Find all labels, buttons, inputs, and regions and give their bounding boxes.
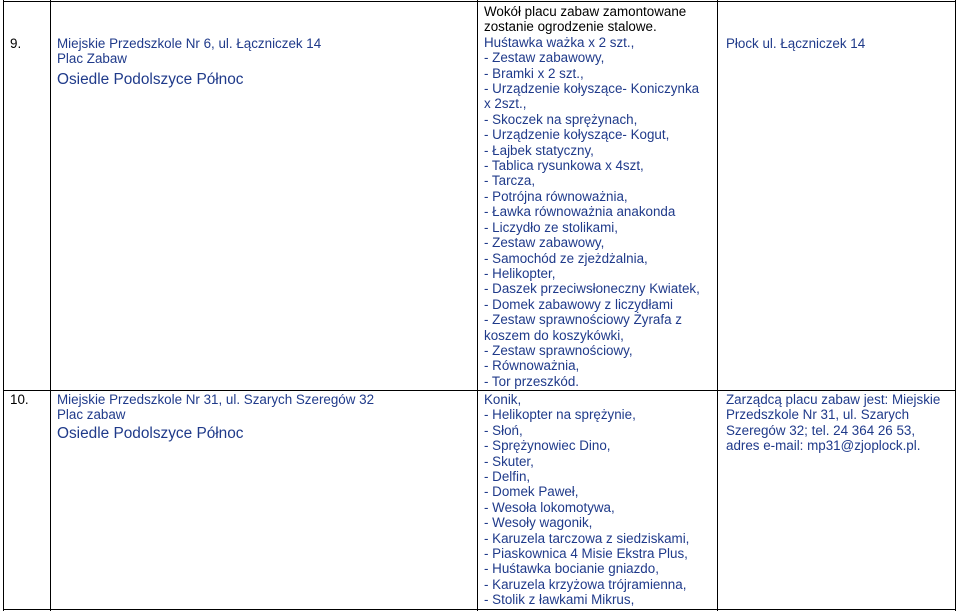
district-name: Osiedle Podolszyce Północ xyxy=(57,70,244,88)
list-item: - Zestaw sprawnościowy, xyxy=(484,342,633,358)
list-item: - Równoważnia, xyxy=(484,358,580,374)
list-item: Konik, xyxy=(484,392,522,407)
facility-address: Miejskie Przedszkole Nr 31, ul. Szarych Szeregów 32 xyxy=(57,392,375,407)
list-item: - Domek zabawowy z liczydłami xyxy=(484,296,674,312)
list-item: - Bramki x 2 szt., xyxy=(484,65,584,81)
list-item: - Daszek przeciwsłoneczny Kwiatek, xyxy=(484,281,700,297)
list-item: - Urządzenie kołyszące- Koniczynka xyxy=(484,81,700,97)
list-item: - Delfin, xyxy=(484,469,531,485)
table-divider-name xyxy=(477,0,478,611)
list-item: x 2szt., xyxy=(484,96,527,112)
list-item: - Domek Paweł, xyxy=(484,484,579,500)
list-item: - Zestaw sprawnościowy Żyrafa z xyxy=(484,312,682,328)
table-border-bottom xyxy=(3,609,956,610)
location-line: Zarządcą placu zabaw jest: Miejskie xyxy=(726,392,941,407)
list-item: - Tor przeszkód. xyxy=(484,373,580,389)
row-number: 9. xyxy=(10,36,22,51)
facility-name xyxy=(57,392,374,443)
location-line: Przedszkole Nr 31, ul. Szarych xyxy=(726,407,910,423)
list-item: - Tarcza, xyxy=(484,173,536,189)
list-item: - Skoczek na sprężynach, xyxy=(484,111,638,127)
location-line: Płock ul. Łączniczek 14 xyxy=(726,36,866,51)
location-line: Szeregów 32; tel. 24 364 26 53, xyxy=(726,422,916,438)
list-item: - Helikopter, xyxy=(484,265,556,281)
row-number: 10. xyxy=(10,392,29,407)
list-item: Huśtawka ważka x 2 szt., xyxy=(484,34,635,50)
table-divider-number xyxy=(50,0,51,611)
location-line: adres e-mail: mp31@zjoplock.pl. xyxy=(726,438,921,454)
row-divider xyxy=(3,390,956,391)
list-item: - Skuter, xyxy=(484,453,534,469)
list-item: - Urządzenie kołyszące- Kogut, xyxy=(484,127,670,143)
facility-name xyxy=(57,36,321,89)
list-item: - Liczydło ze stolikami, xyxy=(484,219,618,235)
list-item: - Helikopter na sprężynie, xyxy=(484,407,636,423)
location-cell xyxy=(726,36,865,51)
facility-type: Plac Zabaw xyxy=(57,51,127,67)
facility-address: Miejskie Przedszkole Nr 6, ul. Łączniczek 14 xyxy=(57,36,322,51)
equipment-list xyxy=(484,4,700,389)
list-item: - Wesoły wagonik, xyxy=(484,515,593,531)
list-item: - Huśtawka bocianie gniazdo, xyxy=(484,561,659,577)
table-border-left xyxy=(3,0,4,611)
list-item: - Ławka równoważnia anakonda xyxy=(484,204,676,220)
list-item: - Słoń, xyxy=(484,422,523,438)
list-item: - Zestaw zabawowy, xyxy=(484,235,605,251)
list-item: - Piaskownica 4 Misie Ekstra Plus, xyxy=(484,546,688,562)
equipment-list xyxy=(484,392,689,608)
table-divider-description xyxy=(717,0,718,611)
list-item: - Łajbek statyczny, xyxy=(484,142,594,158)
district-name: Osiedle Podolszyce Północ xyxy=(57,424,244,442)
table-border-top xyxy=(3,1,956,2)
location-cell xyxy=(726,392,940,454)
list-item: - Zestaw zabawowy, xyxy=(484,50,605,66)
list-item: - Tablica rysunkowa x 4szt, xyxy=(484,158,644,174)
table-border-right xyxy=(955,0,956,611)
facility-type: Plac zabaw xyxy=(57,407,126,423)
list-item: - Sprężynowiec Dino, xyxy=(484,438,611,454)
list-item: - Samochód ze zjeżdżalnia, xyxy=(484,250,648,266)
list-item: zostanie ogrodzenie stalowe. xyxy=(484,19,657,35)
list-item: - Stolik z ławkami Mikrus, xyxy=(484,592,635,608)
list-item: - Karuzela krzyżowa trójramienna, xyxy=(484,576,687,592)
list-item: - Karuzela tarczowa z siedziskami, xyxy=(484,530,690,546)
list-item: - Wesoła lokomotywa, xyxy=(484,499,615,515)
list-item: Wokół placu zabaw zamontowane xyxy=(484,4,687,19)
list-item: koszem do koszykówki, xyxy=(484,327,624,343)
list-item: - Potrójna równoważnia, xyxy=(484,188,628,204)
